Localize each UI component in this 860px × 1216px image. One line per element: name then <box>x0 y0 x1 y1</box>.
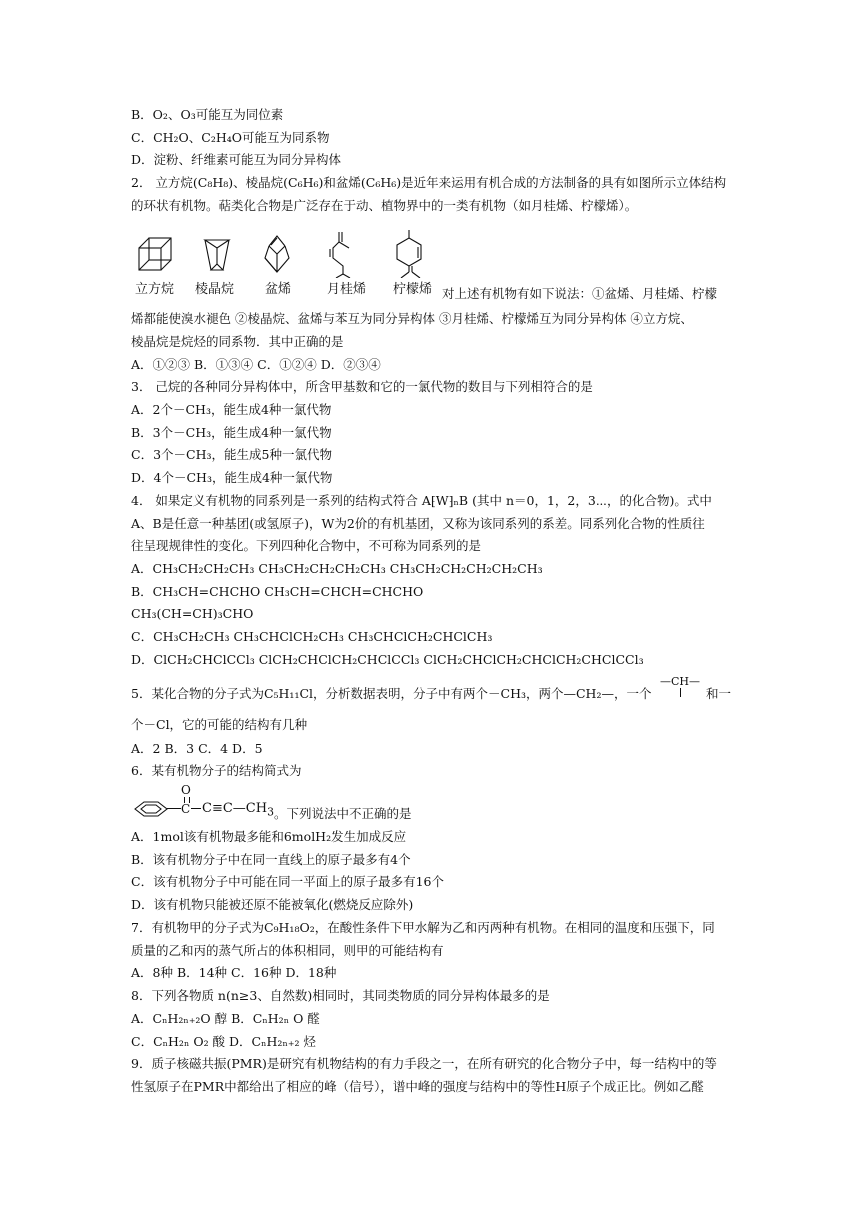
question-6-stem: 6．某有机物分子的结构简式为 <box>131 763 302 778</box>
ch-group-figure <box>660 676 700 697</box>
question-8-stem: 8．下列各物质 n(n≥3、自然数)相同时，其同类物质的同分异构体最多的是 <box>131 988 550 1003</box>
label-benzvalene: 盆烯 <box>265 282 292 297</box>
q6-bond-2 <box>191 808 201 809</box>
option-2D: D．淀粉、纤维素可能互为同分异构体 <box>131 152 342 167</box>
myrcene-structure <box>330 232 350 278</box>
question-9-stem-1: 9．质子核磁共振(PMR)是研究有机物结构的有力手段之一，在所有研究的化合物分子中，每一结构中的等 <box>131 1056 717 1071</box>
cubane-structure <box>139 238 171 270</box>
q2-structures-figure <box>131 228 441 298</box>
question-5-suffix: 和一 <box>706 686 732 701</box>
question-7-stem-1: 7．有机物甲的分子式为C₉H₁₈O₂，在酸性条件下甲水解为乙和丙两种有机物。在相同的温度和压强下，同 <box>131 920 715 935</box>
prismane-structure <box>205 240 229 270</box>
benzvalene-structure <box>265 236 289 272</box>
question-2-stem-2: 的环状有机物。萜类化合物是广泛存在于动、植物界中的一类有机物（如月桂烯、柠檬烯）。 <box>131 198 638 213</box>
question-2-options: A．①②③ B．①③④ C．①②④ D．②③④ <box>131 357 381 372</box>
q6-bond-1 <box>167 808 181 809</box>
option-3D: D．4个－CH₃，能生成4种一氯代物 <box>131 470 333 485</box>
option-4A: A．CH₃CH₂CH₂CH₃ CH₃CH₂CH₂CH₂CH₃ CH₃CH₂CH₂CH₂CH₂CH₃ <box>131 561 543 576</box>
question-5-stem-2: 个－Cl，它的可能的结构有几种 <box>131 717 308 732</box>
question-7-options: A．8种 B．14种 C．16种 D．18种 <box>131 965 337 980</box>
ch-group-label: —CH— <box>660 675 701 688</box>
option-6D: D．该有机物只能被还原不能被氧化(燃烧反应除外) <box>131 897 414 912</box>
option-8AB: A．CₙH₂ₙ₊₂O 醇 B．CₙH₂ₙ O 醛 <box>131 1011 320 1026</box>
question-2-stem-1: 2． 立方烷(C₈H₈)、棱晶烷(C₆H₆)和盆烯(C₆H₆)是近年来运用有机合成的方法制备的具有如图所示立体结构 <box>131 175 727 190</box>
option-4B: B．CH₃CH=CHCHO CH₃CH=CHCH=CHCHO <box>131 584 424 599</box>
q6-oxygen: O <box>181 783 191 797</box>
question-5-options: A．2 B．3 C．4 D．5 <box>131 741 263 756</box>
question-2-statements-3: 棱晶烷是烷烃的同系物．其中正确的是 <box>131 334 344 349</box>
option-8CD: C．CₙH₂ₙ O₂ 酸 D．CₙH₂ₙ₊₂ 烃 <box>131 1034 316 1049</box>
option-3A: A．2个－CH₃，能生成4种一氯代物 <box>131 402 332 417</box>
question-6-stem-tail: 。下列说法中不正确的是 <box>274 806 412 821</box>
label-limonene: 柠檬烯 <box>393 282 433 297</box>
q6-chain-sub: 3 <box>267 805 274 819</box>
ch-group-bond <box>680 688 681 697</box>
question-5-stem-1: 5．某化合物的分子式为C₅H₁₁Cl，分析数据表明，分子中有两个－CH₃，两个—CH₂—，一个 <box>131 686 652 701</box>
q2-structures-svg <box>131 228 441 278</box>
q6-carbon: C <box>181 802 191 816</box>
label-prismane: 棱晶烷 <box>195 282 235 297</box>
option-4D: D．ClCH₂CHClCCl₃ ClCH₂CHClCH₂CHClCCl₃ ClCH₂CHClCH₂CHClCH₂CHClCCl₃ <box>131 652 644 667</box>
option-2C: C．CH₂O、C₂H₄O可能互为同系物 <box>131 130 330 145</box>
question-2-statements-2: 烯都能使溴水褪色 ②棱晶烷、盆烯与苯互为同分异构体 ③月桂烯、柠檬烯互为同分异构体 ④立方烷、 <box>131 311 693 326</box>
option-4B-cont: CH₃(CH=CH)₃CHO <box>131 606 254 621</box>
question-4-stem-2: A、B是任意一种基团(或氢原子)，W为2价的有机基团，又称为该同系列的系差。同系列化合物的性质往 <box>131 516 705 531</box>
question-2-statements: 对上述有机物有如下说法：①盆烯、月桂烯、柠檬 <box>442 286 718 301</box>
limonene-structure <box>397 230 421 278</box>
q6-chain-text: C≡C—CH <box>202 801 268 816</box>
option-4C: C．CH₃CH₂CH₃ CH₃CHClCH₂CH₃ CH₃CHClCH₂CHClCH₃ <box>131 629 493 644</box>
label-cubane: 立方烷 <box>135 282 175 297</box>
option-2B: B．O₂、O₃可能互为同位素 <box>131 107 284 122</box>
label-myrcene: 月桂烯 <box>327 282 367 297</box>
q6-chain <box>202 801 274 819</box>
question-4-stem-3: 往呈现规律性的变化。下列四种化合物中，不可称为同系列的是 <box>131 538 482 553</box>
question-7-stem-2: 质量的乙和丙的蒸气所占的体积相同，则甲的可能结构有 <box>131 943 444 958</box>
question-3-stem: 3． 己烷的各种同分异构体中，所含甲基数和它的一氯代物的数目与下列相符合的是 <box>131 379 593 394</box>
benzene-ring-icon <box>131 784 171 824</box>
option-6B: B．该有机物分子中在同一直线上的原子最多有4个 <box>131 852 411 867</box>
option-6C: C．该有机物分子中可能在同一平面上的原子最多有16个 <box>131 874 444 889</box>
question-4-stem-1: 4． 如果定义有机物的同系列是一系列的结构式符合 A⁅W⁆ₙB (其中 n＝0，1，2，3⋯，的化合物)。式中 <box>131 493 712 508</box>
option-6A: A．1mol该有机物最多能和6molH₂发生加成反应 <box>131 829 407 844</box>
option-3C: C．3个－CH₃，能生成5种一氯代物 <box>131 447 332 462</box>
option-3B: B．3个－CH₃，能生成4种一氯代物 <box>131 425 332 440</box>
question-9-stem-2: 性氢原子在PMR中都给出了相应的峰（信号），谱中峰的强度与结构中的等性H原子个成正比。例如乙醛 <box>131 1079 704 1094</box>
